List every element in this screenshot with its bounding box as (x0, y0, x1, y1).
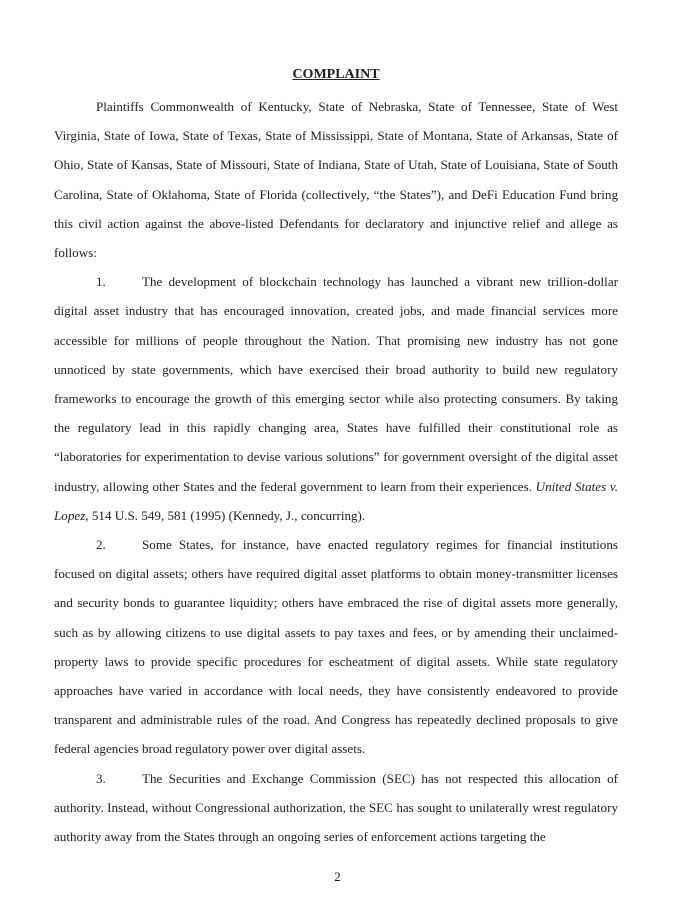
paragraph-number: 1. (96, 274, 106, 290)
numbered-paragraph (54, 764, 618, 852)
case-citation: United States v. Lopez (54, 478, 618, 523)
numbered-paragraph (54, 530, 618, 764)
paragraph-text: The Securities and Exchange Commission (SEC) has not respected this allocation of authority. Instead, without Congressional authorization, the SEC has sought to unilaterally wrest regulatory authority away from the States through an ongoing series of enforcement actions targeting the (54, 770, 618, 845)
paragraph-number: 2. (96, 537, 106, 553)
citation-details: , 514 U.S. 549, 581 (1995) (Kennedy, J., concurring). (85, 507, 366, 523)
paragraph-text: Some States, for instance, have enacted regulatory regimes for financial institutions focused on digital assets; others have required digital asset platforms to obtain money-transmitter licenses and security bonds to guarantee liquidity; others have embraced the rise of digital assets more generally, such as by allowing citizens to use digital assets to pay taxes and fees, or by amending their unclaimed-property laws to provide specific procedures for escheatment of digital assets. While state regulatory approaches have varied in accordance with local needs, they have consistently endeavored to provide transparent and administrable rules of the road. And Congress has repeatedly declined proposals to give federal agencies broad regulatory power over digital assets. (54, 537, 618, 757)
intro-paragraph: Plaintiffs Commonwealth of Kentucky, State of Nebraska, State of Tennessee, State of West Virginia, State of Iowa, State of Texas, State of Mississippi, State of Montana, State of Arkansas, State of Ohio, State of Kansas, State of Missouri, State of Indiana, State of Utah, State of Louisiana, State of South Carolina, State of Oklahoma, State of Florida (collectively, “the States”), and DeFi Education Fund bring this civil action against the above-listed Defendants for declaratory and injunctive relief and allege as follows: (54, 99, 618, 261)
paragraph-number: 3. (96, 770, 106, 786)
page-number: 2 (334, 869, 341, 884)
document-page (54, 66, 618, 851)
paragraph-text: The development of blockchain technology has launched a vibrant new trillion-dollar digital asset industry that has encouraged innovation, created jobs, and made financial services more accessible for millions of people throughout the Nation. That promising new industry has not gone unnoticed by state governments, which have exercised their broad authority to build new regulatory frameworks to encourage the growth of this emerging sector while also protecting consumers. By taking the regulatory lead in this rapidly changing area, States have fulfilled their constitutional role as “laboratories for experimentation to devise various solutions” for government oversight of the digital asset industry, allowing other States and the federal government to learn from their experiences. (54, 274, 618, 494)
numbered-paragraph (54, 267, 618, 530)
document-heading: COMPLAINT (292, 67, 380, 82)
